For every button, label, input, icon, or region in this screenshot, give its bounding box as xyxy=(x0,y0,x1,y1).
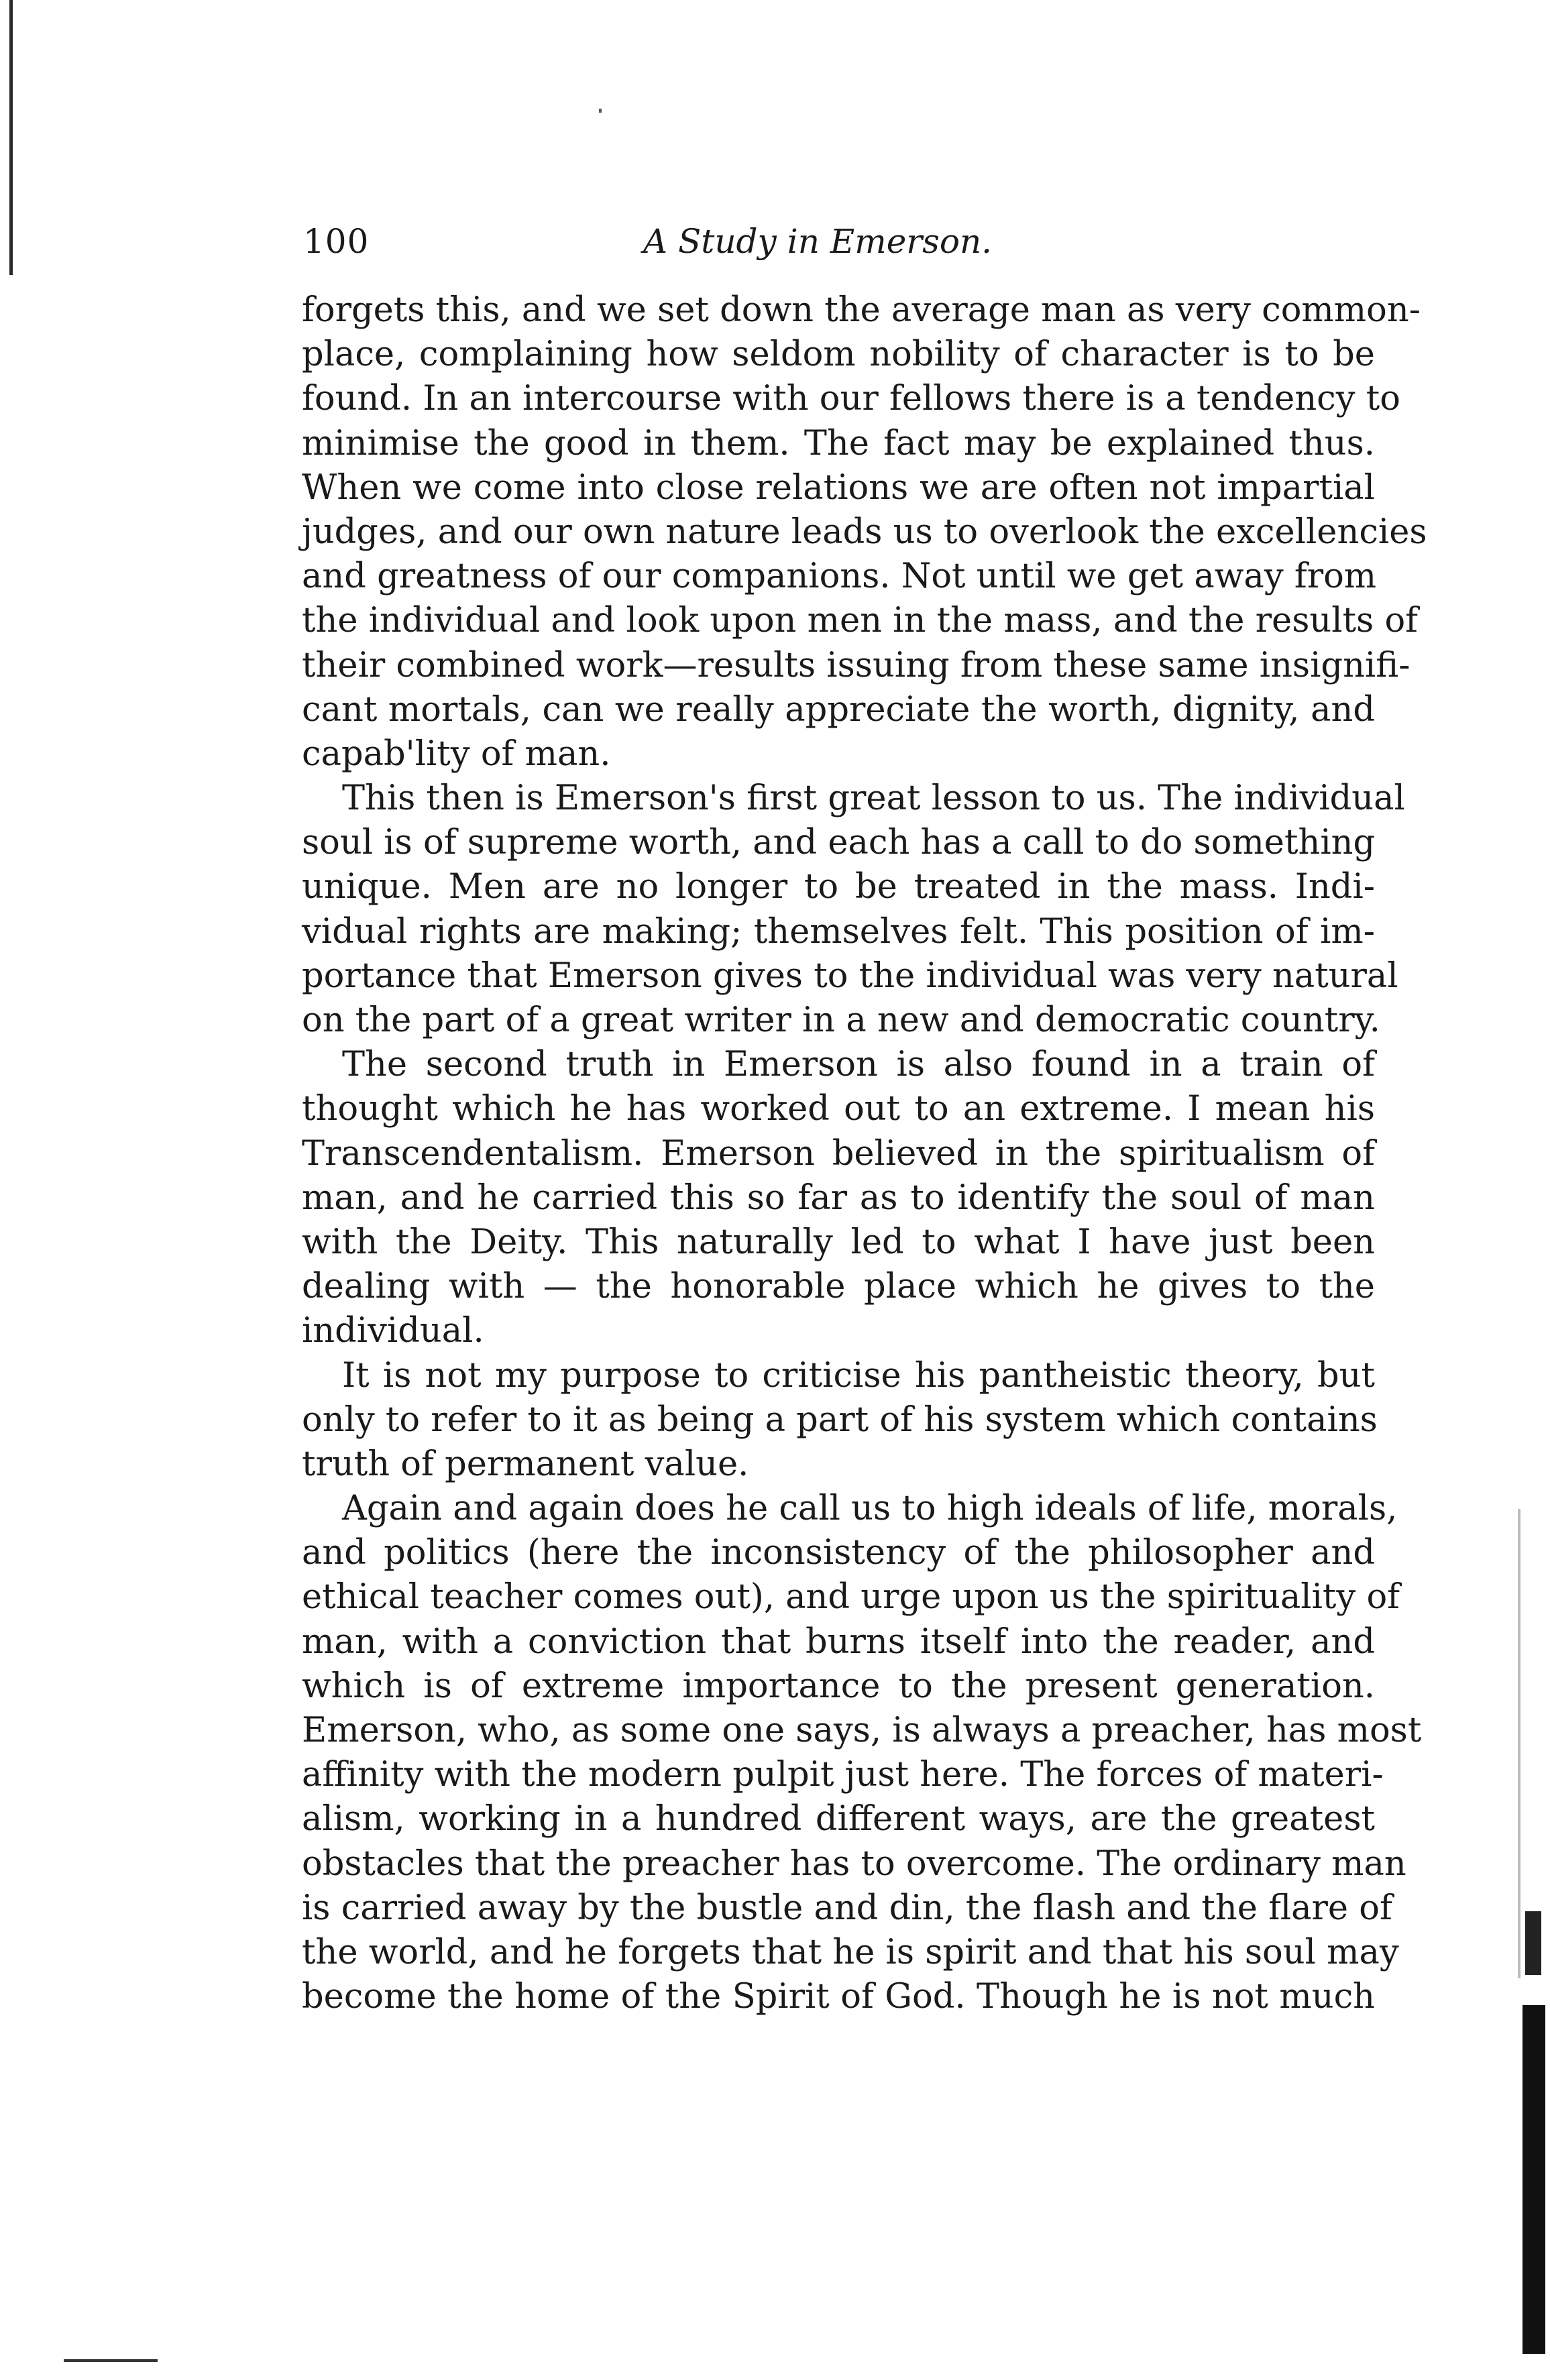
scan-speck xyxy=(599,109,602,113)
paragraph xyxy=(302,1354,1378,1487)
page-number: 100 xyxy=(303,222,370,261)
text-line: place, complaining how seldom nobility of character is to be xyxy=(302,335,1375,375)
scan-edge-line-bottom xyxy=(64,2359,158,2362)
paragraph xyxy=(302,1487,1422,2019)
text-line: obstacles that the preacher has to overcome. The ordinary man xyxy=(302,1844,1406,1884)
text-line: judges, and our own nature leads us to overlook the excellencies xyxy=(302,512,1427,552)
text-line: thought which he has worked out to an extreme. I mean his xyxy=(302,1089,1375,1129)
text-line: the world, and he forgets that he is spirit and that his soul may xyxy=(302,1932,1399,1972)
text-line: man, with a conviction that burns itself into the reader, and xyxy=(302,1622,1375,1662)
text-line: affinity with the modern pulpit just here. The forces of materi- xyxy=(302,1755,1384,1795)
text-line: minimise the good in them. The fact may be explained thus. xyxy=(302,423,1375,463)
text-line: found. In an intercourse with our fellows there is a tendency to xyxy=(302,379,1400,419)
text-line: It is not my purpose to criticise his pantheistic theory, but xyxy=(342,1355,1375,1396)
text-line: portance that Emerson gives to the individual was very natural xyxy=(302,956,1398,996)
text-line: and politics (here the inconsistency of the philosopher and xyxy=(302,1533,1375,1573)
text-line: When we come into close relations we are often not impartial xyxy=(302,467,1375,508)
text-line: soul is of supreme worth, and each has a call to do something xyxy=(302,823,1376,863)
text-line: which is of extreme importance to the present generation. xyxy=(302,1666,1375,1706)
text-line: ethical teacher comes out), and urge upon us the spirituality of xyxy=(302,1577,1400,1618)
text-line: with the Deity. This naturally led to what I have just been xyxy=(302,1222,1375,1262)
paragraph xyxy=(302,288,1427,777)
text-line: forgets this, and we set down the average man as very common- xyxy=(302,290,1421,330)
text-line: unique. Men are no longer to be treated in the mass. Indi- xyxy=(302,867,1375,907)
text-line: Transcendentalism. Emerson believed in the spiritualism of xyxy=(302,1133,1375,1174)
text-line: cant mortals, can we really appreciate the worth, dignity, and xyxy=(302,689,1375,730)
running-title: A Study in Emerson. xyxy=(643,222,993,261)
text-line: vidual rights are making; themselves felt. This position of im- xyxy=(302,911,1375,952)
text-line: capab'lity of man. xyxy=(302,734,611,774)
text-line: their combined work—results issuing from these same insignifi- xyxy=(302,645,1410,685)
text-line: Again and again does he call us to high ideals of life, morals, xyxy=(342,1489,1398,1529)
scan-edge-line xyxy=(9,0,13,275)
text-line: and greatness of our companions. Not until we get away from xyxy=(302,557,1377,597)
paragraph xyxy=(302,1043,1375,1353)
text-line: Emerson, who, as some one says, is always a preacher, has most xyxy=(302,1711,1422,1750)
text-body xyxy=(302,288,1427,2019)
text-line: This then is Emerson's first great lesson to us. The individual xyxy=(342,779,1405,819)
text-line: only to refer to it as being a part of his system which contains xyxy=(302,1400,1378,1440)
text-line: dealing with — the honorable place which he gives to the xyxy=(302,1267,1375,1307)
text-line: truth of permanent value. xyxy=(302,1444,749,1484)
text-line: man, and he carried this so far as to identify the soul of man xyxy=(302,1178,1375,1218)
text-line: The second truth in Emerson is also found in a train of xyxy=(342,1045,1375,1085)
text-line: the individual and look upon men in the mass, and the results of xyxy=(302,601,1419,641)
scan-edge-bar-upper xyxy=(1525,1911,1541,1975)
scan-edge-bar xyxy=(1523,2005,1545,2354)
page-header xyxy=(303,218,1376,265)
paragraph xyxy=(302,777,1405,1043)
scan-edge-line-right xyxy=(1518,1509,1520,1978)
text-line: is carried away by the bustle and din, the flash and the flare of xyxy=(302,1888,1392,1928)
text-line: individual. xyxy=(302,1311,484,1351)
text-line: alism, working in a hundred different ways, are the greatest xyxy=(302,1799,1375,1839)
text-line: become the home of the Spirit of God. Though he is not much xyxy=(302,1977,1375,2017)
text-line: on the part of a great writer in a new and democratic country. xyxy=(302,1001,1380,1040)
